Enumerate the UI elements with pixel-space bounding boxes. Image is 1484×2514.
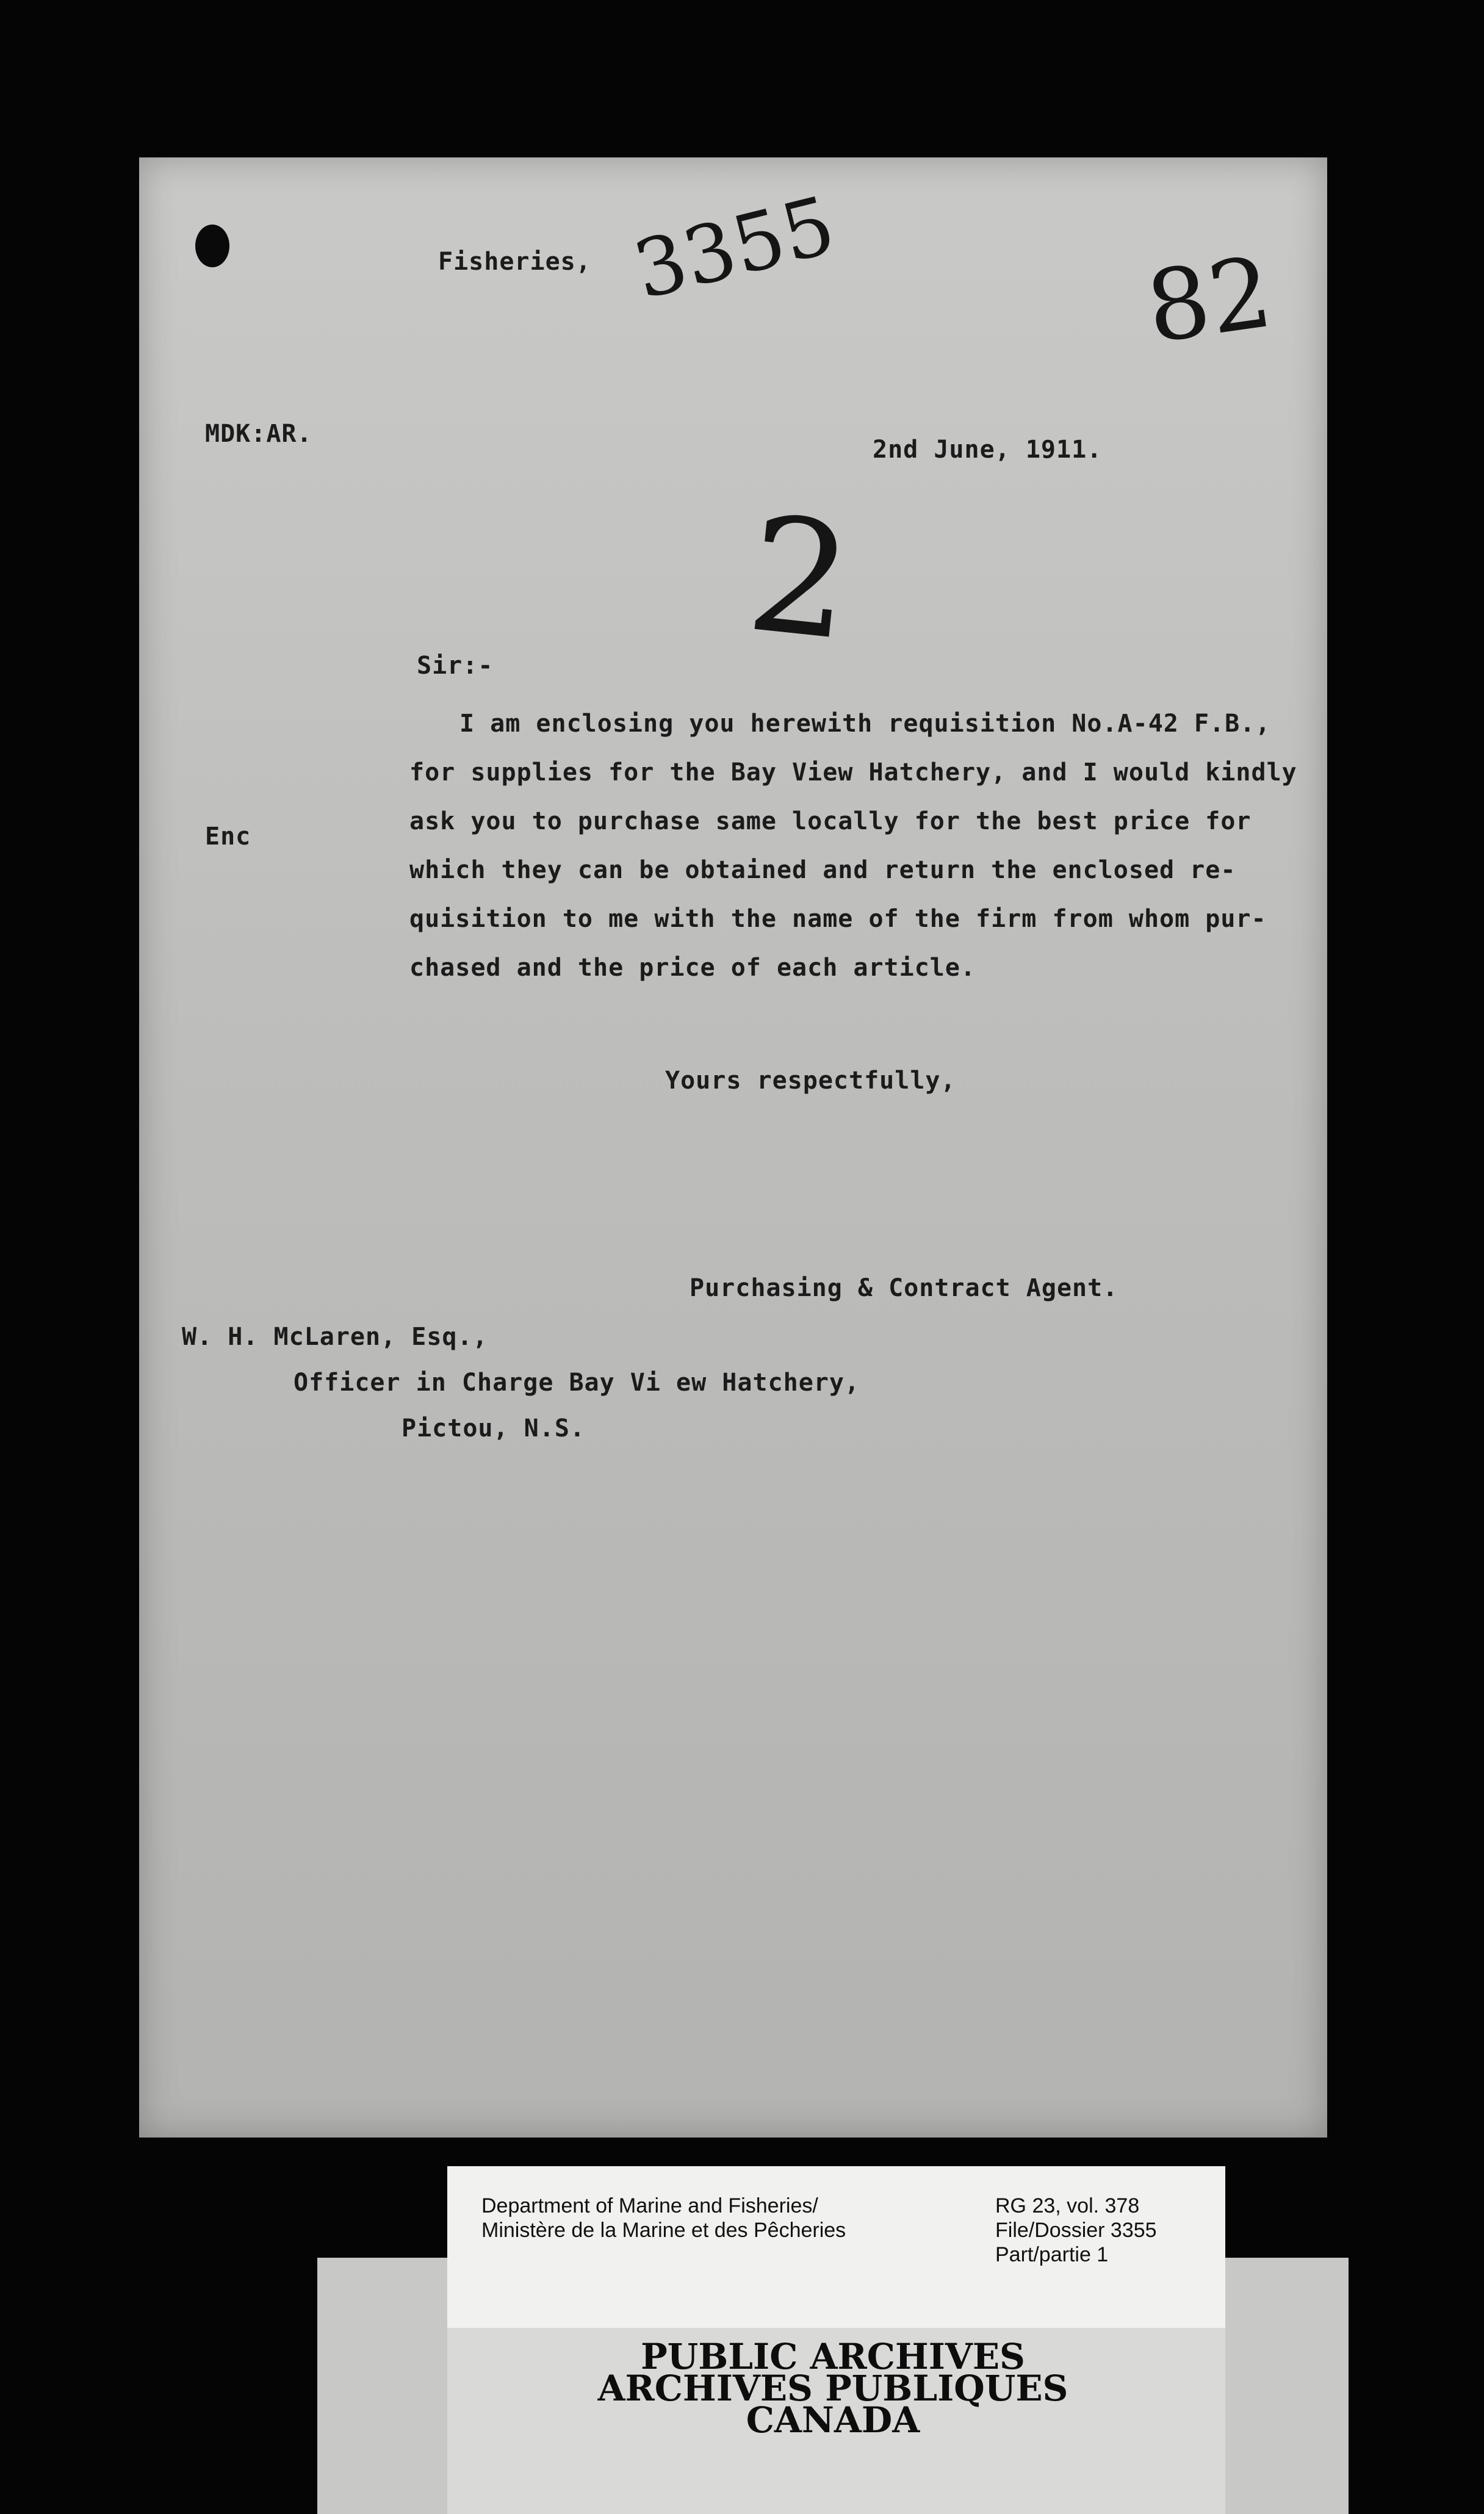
reference-initials: MDK:AR. [205,420,312,448]
archive-label [447,2166,1225,2328]
body-line: for supplies for the Bay View Hatchery, and I would kindly [409,758,1297,787]
body-line: ask you to purchase same locally for the best price for [409,807,1252,835]
recipient-location: Pictou, N.S. [402,1414,585,1442]
body-line: chased and the price of each article. [409,954,976,982]
body-line: quisition to me with the name of the firm from whom pur- [409,905,1267,933]
enclosure-marker: Enc [205,823,251,851]
stamp-line-3: CANADA [746,2399,920,2441]
department-heading: Fisheries, [438,248,591,276]
recipient-name: W. H. McLaren, Esq., [182,1323,488,1351]
punch-hole [195,225,229,267]
label-record-group: RG 23, vol. 378 [995,2194,1140,2217]
body-line: I am enclosing you herewith requisition No.A-42 F.B., [459,710,1271,738]
label-part: Part/partie 1 [995,2243,1109,2266]
closing: Yours respectfully, [665,1067,956,1095]
label-file: File/Dossier 3355 [995,2219,1157,2242]
stamp-line-1: PUBLIC ARCHIVES [641,2336,1025,2377]
handwritten-folio-number: 82 [1139,234,1279,366]
recipient-title: Officer in Charge Bay Vi ew Hatchery, [294,1369,860,1397]
letter-page [139,157,1327,2138]
signature-title: Purchasing & Contract Agent. [690,1274,1118,1302]
body-line: which they can be obtained and return the enclosed re- [409,856,1236,884]
stamp-line-2: ARCHIVES PUBLIQUES [597,2368,1068,2409]
handwritten-mark: 2 [740,482,860,676]
handwritten-file-number: 3355 [625,178,844,317]
salutation: Sir:- [417,652,494,680]
label-dept-en: Department of Marine and Fisheries/ [481,2194,818,2217]
label-dept-fr: Ministère de la Marine et des Pêcheries [481,2219,846,2242]
letter-date: 2nd June, 1911. [873,436,1103,464]
